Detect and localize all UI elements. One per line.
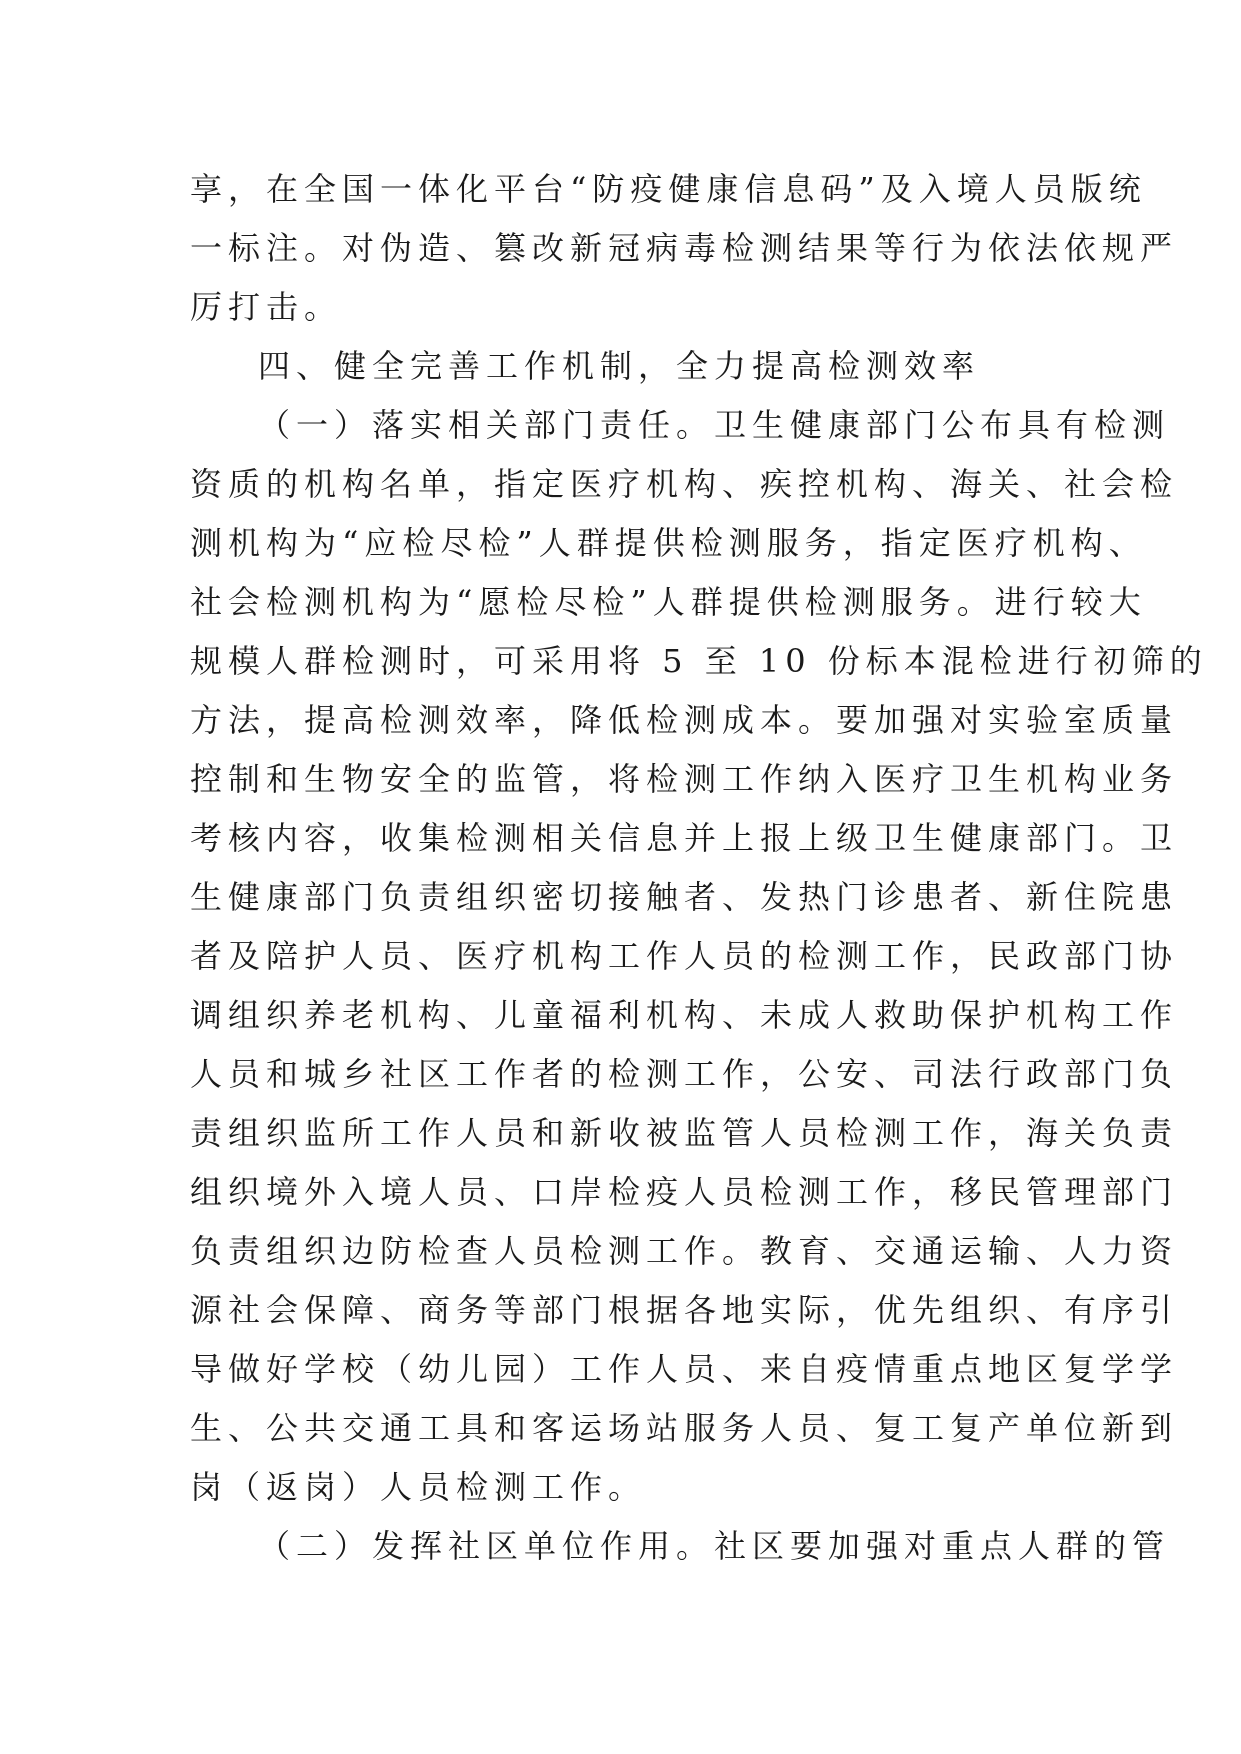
text-line: 控制和生物安全的监管，将检测工作纳入医疗卫生机构业务: [190, 760, 1179, 798]
text-line: 岗（返岗）人员检测工作。: [190, 1468, 647, 1506]
text-line: 者及陪护人员、医疗机构工作人员的检测工作，民政部门协: [190, 937, 1179, 975]
text-line: 享，在全国一体化平台“防疫健康信息码”及入境人员版统: [190, 170, 1147, 208]
text-line: 调组织养老机构、儿童福利机构、未成人救助保护机构工作: [190, 996, 1179, 1034]
body-text: [190, 160, 1208, 1576]
subsection-heading-line: （一）落实相关部门责任。卫生健康部门公布具有检测: [258, 406, 1171, 444]
text-line: 方法，提高检测效率，降低检测成本。要加强对实验室质量: [190, 701, 1179, 739]
section-heading: 四、健全完善工作机制，全力提高检测效率: [258, 347, 981, 385]
text-line: 测机构为“应检尽检”人群提供检测服务，指定医疗机构、: [190, 524, 1147, 562]
text-line: 资质的机构名单，指定医疗机构、疾控机构、海关、社会检: [190, 465, 1179, 503]
subsection-heading-line: （二）发挥社区单位作用。社区要加强对重点人群的管: [258, 1527, 1171, 1565]
text-line: 规模人群检测时，可采用将 5 至 10 份标本混检进行初筛的: [190, 642, 1208, 680]
text-line: 一标注。对伪造、篡改新冠病毒检测结果等行为依法依规严: [190, 229, 1179, 267]
text-line: 生健康部门负责组织密切接触者、发热门诊患者、新住院患: [190, 878, 1179, 916]
text-line: 负责组织边防检查人员检测工作。教育、交通运输、人力资: [190, 1232, 1179, 1270]
text-line: 社会检测机构为“愿检尽检”人群提供检测服务。进行较大: [190, 583, 1147, 621]
text-line: 人员和城乡社区工作者的检测工作，公安、司法行政部门负: [190, 1055, 1179, 1093]
text-line: 导做好学校（幼儿园）工作人员、来自疫情重点地区复学学: [190, 1350, 1179, 1388]
text-line: 源社会保障、商务等部门根据各地实际，优先组织、有序引: [190, 1291, 1179, 1329]
text-line: 生、公共交通工具和客运场站服务人员、复工复产单位新到: [190, 1409, 1179, 1447]
text-line: 责组织监所工作人员和新收被监管人员检测工作，海关负责: [190, 1114, 1179, 1152]
text-line: 厉打击。: [190, 288, 343, 326]
text-line: 组织境外入境人员、口岸检疫人员检测工作，移民管理部门: [190, 1173, 1179, 1211]
text-line: 考核内容，收集检测相关信息并上报上级卫生健康部门。卫: [190, 819, 1179, 857]
